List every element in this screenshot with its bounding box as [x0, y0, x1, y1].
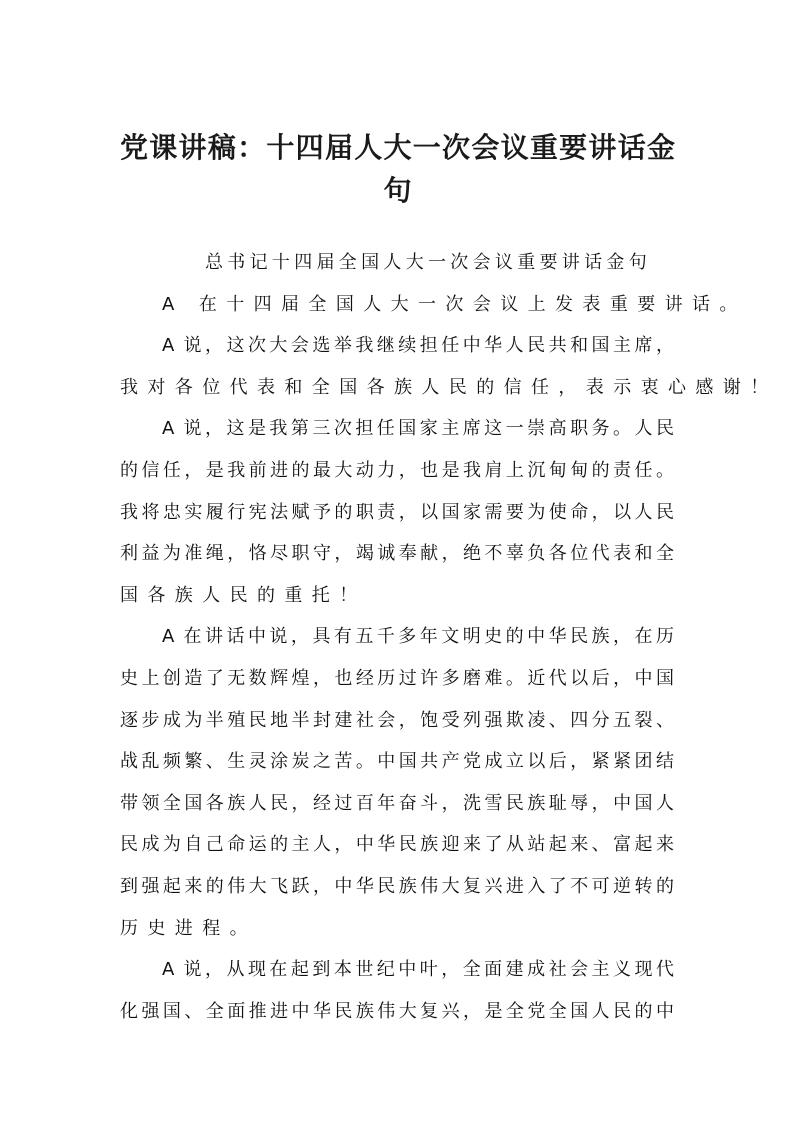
text-line: 战乱频繁、生灵涂炭之苦。中国共产党成立以后，紧紧团结: [120, 751, 674, 773]
title-line: 党课讲稿：十四届人大一次会议重要讲话金: [120, 131, 675, 164]
text-line: 我将忠实履行宪法赋予的职责，以国家需要为使命，以人民: [120, 501, 674, 523]
text-line: 的信任，是我前进的最大动力，也是我肩上沉甸甸的责任。: [120, 459, 674, 481]
paragraph: [120, 408, 674, 616]
text-line: A 在讲话中说，具有五千多年文明史的中华民族，在历: [162, 626, 674, 648]
text-line: 化强国、全面推进中华民族伟大复兴，是全党全国人民的中: [120, 1000, 674, 1022]
title-line: 句: [383, 174, 412, 207]
text-line: A 说，从现在起到本世纪中叶，全面建成社会主义现代: [162, 959, 674, 981]
text-line: 历史进程。: [120, 917, 257, 939]
document-title: [120, 126, 675, 212]
document-body: [120, 242, 778, 1032]
text-line: 我对各位代表和全国各族人民的信任，表示衷心感谢！: [120, 376, 778, 398]
text-line: A 在十四届全国人大一次会议上发表重要讲话。: [162, 293, 747, 315]
text-line: 逐步成为半殖民地半封建社会，饱受列强欺凌、四分五裂、: [120, 709, 674, 731]
paragraph: [120, 284, 747, 326]
paragraph: [120, 949, 674, 1032]
text-line: A 说，这是我第三次担任国家主席这一崇高职务。人民: [162, 418, 674, 440]
text-line: 到强起来的伟大飞跃，中华民族伟大复兴进入了不可逆转的: [120, 875, 674, 897]
text-line: 利益为准绳，恪尽职守，竭诚奉献，绝不辜负各位代表和全: [120, 543, 674, 565]
text-line: 国各族人民的重托！: [120, 584, 367, 606]
text-line: 民成为自己命运的主人，中华民族迎来了从站起来、富起来: [120, 834, 674, 856]
subtitle: 总书记十四届全国人大一次会议重要讲话金句: [205, 252, 651, 273]
text-line: 史上创造了无数辉煌，也经历过许多磨难。近代以后，中国: [120, 667, 674, 689]
text-line: 带领全国各族人民，经过百年奋斗，洗雪民族耻辱，中国人: [120, 792, 674, 814]
paragraph: [120, 616, 674, 949]
paragraph: [120, 325, 778, 408]
text-line: A 说，这次大会选举我继续担任中华人民共和国主席，: [162, 335, 674, 357]
